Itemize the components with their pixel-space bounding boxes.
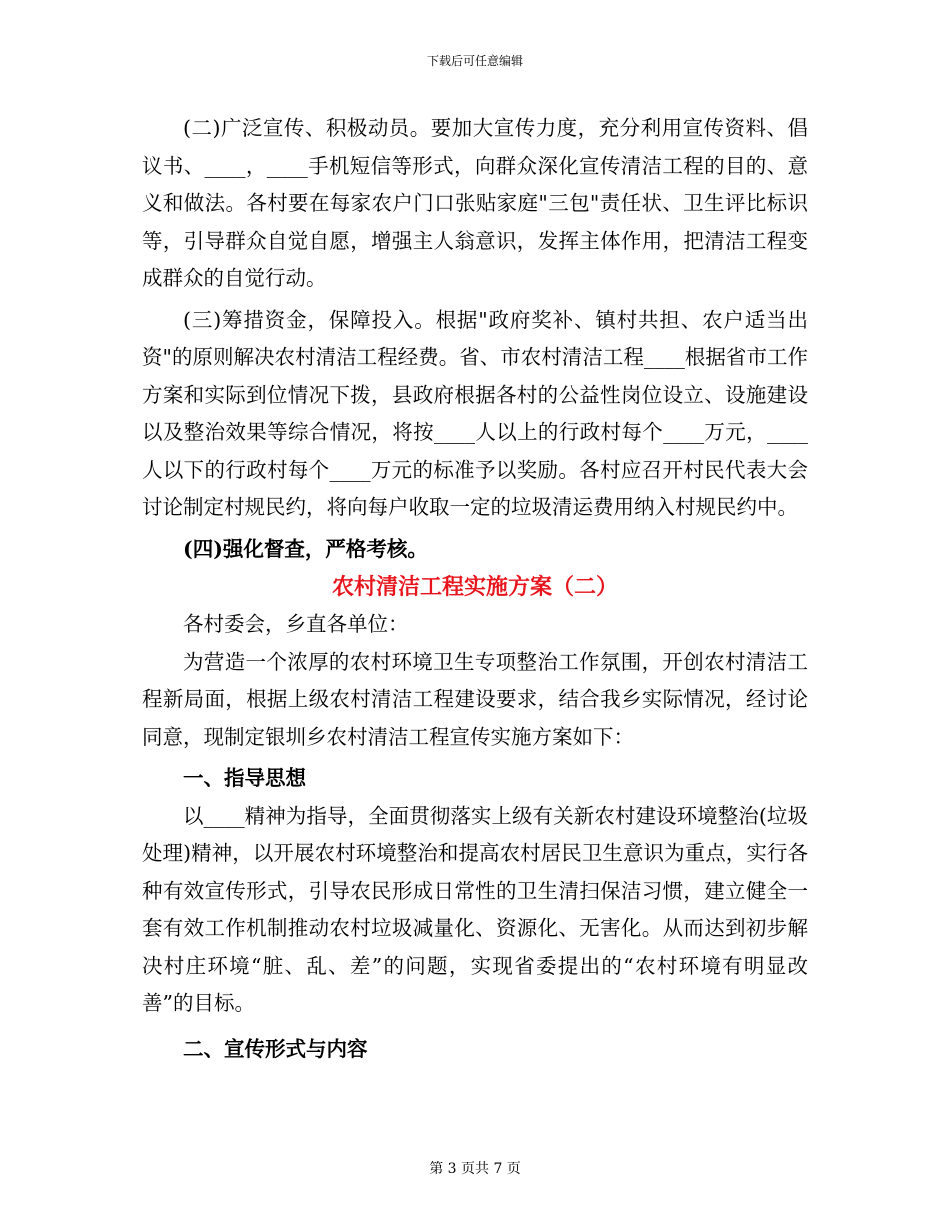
page-footer: 第 3 页共 7 页 — [429, 1161, 521, 1177]
paragraph-guiding-ideology: 以____精神为指导，全面贯彻落实上级有关新农村建设环境整治(垃圾处理)精神，以开展农村环境整治和提高农村居民卫生意识为重点，实行各种有效宣传形式，引导农民形成日常性的卫生清扫保洁习惯，建立健全一套有效工作机制推动农村垃圾减量化、资源化、无害化。从而达到初步解决村庄环境“脏、乱、差”的问题，实现省委提出的“农村环境有明显改善”的目标。 — [142, 803, 808, 1015]
paragraph-intro: 为营造一个浓厚的农村环境卫生专项整治工作氛围，开创农村清洁工程新局面，根据上级农村清洁工程建设要求，结合我乡实际情况，经讨论同意，现制定银圳乡农村清洁工程宣传实施方案如下： — [142, 649, 808, 749]
document-title: 农村清洁工程实施方案（二） — [331, 574, 618, 600]
paragraph-inspection: (四)强化督查，严格考核。 — [183, 536, 428, 561]
section-heading-publicity-forms: 二、宣传形式与内容 — [183, 1036, 368, 1061]
salutation: 各村委会，乡直各单位： — [183, 612, 409, 636]
document-body — [142, 110, 808, 1068]
paragraph-funding: (三)筹措资金，保障投入。根据"政府奖补、镇村共担、农户适当出资"的原则解决农村清洁工程经费。省、市农村清洁工程____根据省市工作方案和实际到位情况下拨，县政府根据各村的公益性岗位设立、设施建设以及整治效果等综合情况，将按____人以上的行政村每个____万元，____人以下的行政村每个____万元的标准予以奖励。各村应召开村民代表大会讨论制定村规民约，将向每户收取一定的垃圾清运费用纳入村规民约中。 — [142, 307, 808, 519]
section-heading-guiding-ideology: 一、指导思想 — [183, 766, 306, 790]
paragraph-publicity: (二)广泛宣传、积极动员。要加大宣传力度，充分利用宣传资料、倡议书、____，____手机短信等形式，向群众深化宣传清洁工程的目的、意义和做法。各村要在每家农户门口张贴家庭"三包"责任状、卫生评比标识等，引导群众自觉自愿，增强主人翁意识，发挥主体作用，把清洁工程变成群众的自觉行动。 — [142, 116, 808, 290]
page-header: 下载后可任意编辑 — [426, 54, 523, 68]
